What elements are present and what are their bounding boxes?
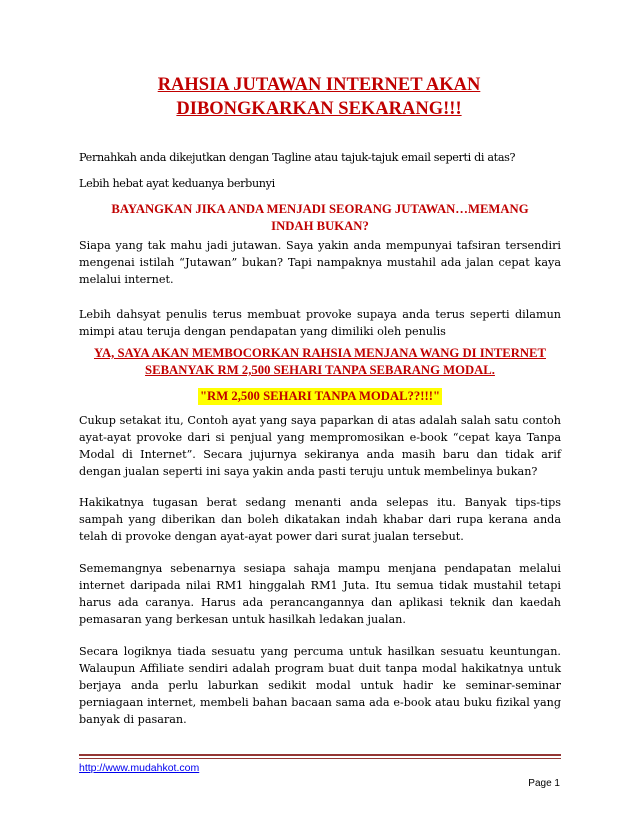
paragraph-4: Lebih dahsyat penulis terus membuat provoke supaya anda terus seperti dilamun mimpi atau teruja dengan pendapatan yang dimiliki oleh penulis [79,308,561,338]
document-title: RAHSIA JUTAWAN INTERNET AKAN DIBONGKARKAN SEKARANG!!! [157,75,481,119]
boxed-highlight-wrap [79,385,561,405]
paragraph-5: Cukup setakat itu, Contoh ayat yang saya paparkan di atas adalah salah satu contoh ayat-ayat provoke dari si penjual yang mempromosikan e-book “cepat kaya Tanpa Modal di Internet”. Secara jujurnya sekiranya anda masih baru dan tidak arif dengan jualan seperti ini saya yakin anda pasti teruju untuk membelinya bukan? [79,414,561,478]
paragraph-1: Pernahkah anda dikejutkan dengan Tagline atau tajuk-tajuk email seperti di atas? [79,151,516,164]
paragraph-2: Lebih hebat ayat keduanya berbunyi [79,177,275,190]
paragraph-6: Hakikatnya tugasan berat sedang menanti anda selepas itu. Banyak tips-tips sampah yang diberikan dan boleh dikatakan indah khabar dari rupa kerana anda telah di provoke dengan ayat-ayat power dari surat jualan tersebut. [79,496,561,543]
paragraph-3: Siapa yang tak mahu jadi jutawan. Saya yakin anda mempunyai tafsiran tersendiri mengenai istilah “Jutawan” bukan? Tapi nampaknya mustahil ada jalan cepat kaya melalui internet. [79,239,561,286]
page-number: Page 1 [528,778,560,789]
highlight-jutawan: BAYANGKAN JIKA ANDA MENJADI SEORANG JUTAWAN…MEMANG INDAH BUKAN? [111,202,529,233]
highlight-bocor: YA, SAYA AKAN MEMBOCORKAN RAHSIA MENJANA WANG DI INTERNET SEBANYAK RM 2,500 SEHARI TANPA SEBARANG MODAL. [93,346,546,377]
footer-rule-thin [79,758,561,759]
paragraph-7: Sememangnya sebenarnya sesiapa sahaja mampu menjana pendapatan melalui internet daripada nilai RM1 hinggalah RM1 Juta. Itu semua tidak mustahil tetapi harus ada caranya. Harus ada perancangannya dan aplikasi teknik dan kaedah pemasaran yang berkesan untuk hasilkah ledakan jualan. [79,562,561,626]
footer-rule-thick [79,754,561,756]
boxed-highlight: "RM 2,500 SEHARI TANPA MODAL??!!!" [200,389,440,403]
footer-url-link[interactable]: http://www.mudahkot.com [79,762,200,774]
paragraph-8: Secara logiknya tiada sesuatu yang percuma untuk hasilkan sesuatu keuntungan. Walaupun Affiliate sendiri adalah program buat duit tanpa modal hakikatnya untuk berjaya anda perlu laburkan sedikit modal untuk hadir ke seminar-seminar perniagaan internet, membeli bahan bacaan sama ada e-book atau buku fizikal yang banyak di pasaran. [79,645,561,726]
